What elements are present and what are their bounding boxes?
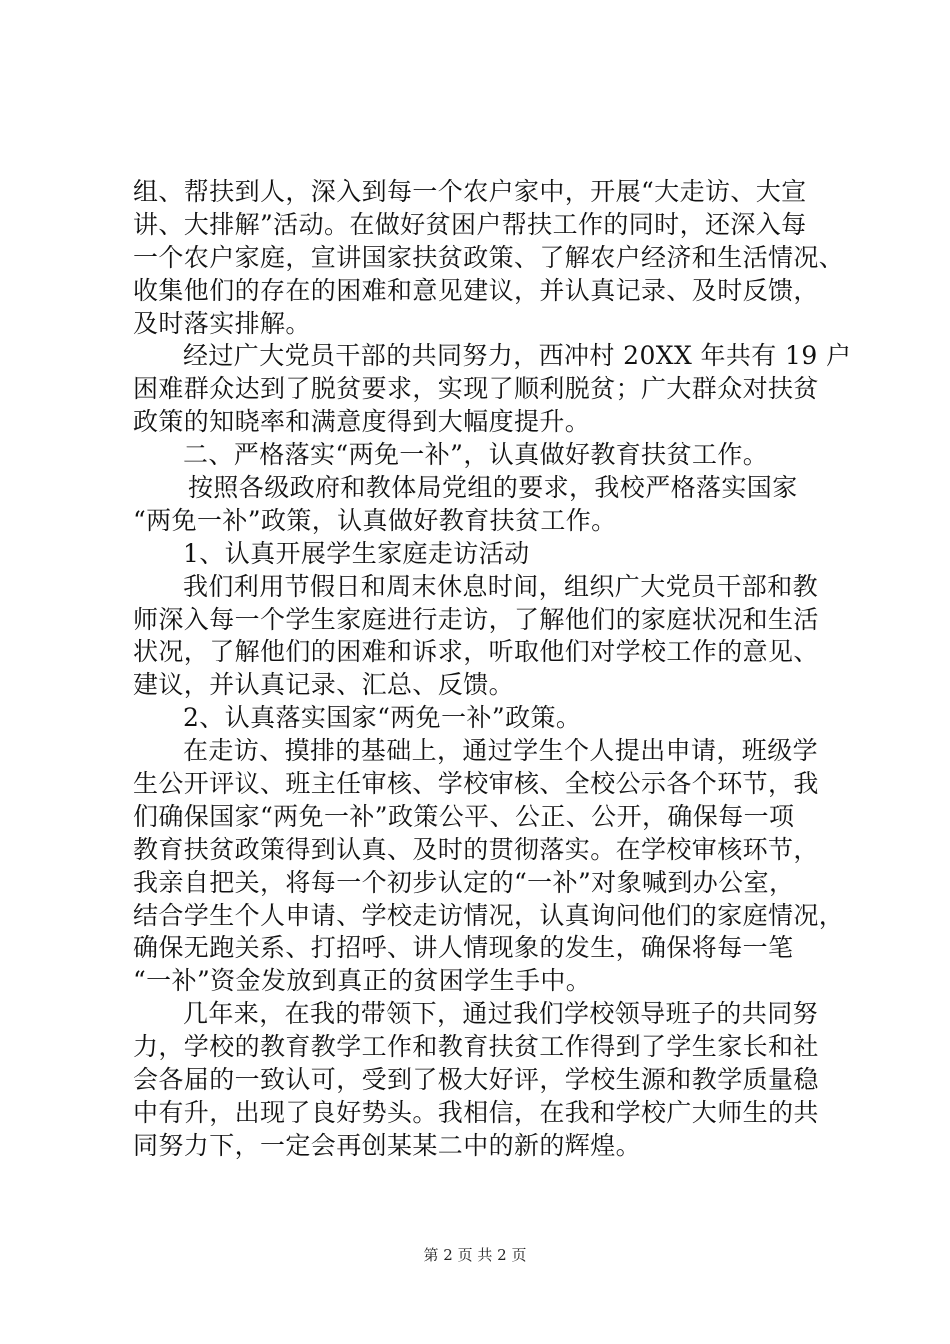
- document-body: [133, 176, 852, 1163]
- text-line: 组、帮扶到人，深入到每一个农户家中，开展“大走访、大宣: [133, 177, 807, 206]
- text-line: “一补”资金发放到真正的贫困学生手中。: [133, 966, 592, 996]
- text-line: 建议，并认真记录、汇总、反馈。: [133, 670, 515, 700]
- text-line: 讲、大排解”活动。在做好贫困户帮扶工作的同时，还深入每: [133, 209, 807, 239]
- text-line: 结合学生个人申请、学校走访情况，认真询问他们的家庭情况，: [133, 900, 845, 930]
- text-line: 确保无跑关系、打招呼、讲人情现象的发生，确保将每一笔: [133, 933, 794, 963]
- text-line: 状况，了解他们的困难和诉求，听取他们对学校工作的意见、: [133, 637, 819, 667]
- text-line: 困难群众达到了脱贫要求，实现了顺利脱贫；广大群众对扶贫: [133, 374, 819, 404]
- paragraph-start-line: 几年来，在我的带领下，通过我们学校领导班子的共同努: [183, 999, 819, 1029]
- paragraph-start-line: 在走访、摸排的基础上，通过学生个人提出申请，班级学: [183, 736, 819, 766]
- text-line: 一个农户家庭，宣讲国家扶贫政策、了解农户经济和生活情况、: [133, 242, 845, 272]
- paragraph-start-line: 我们利用节假日和周末休息时间，组织广大党员干部和教: [183, 571, 819, 601]
- text-line: 们确保国家“两免一补”政策公平、公正、公开，确保每一项: [133, 801, 795, 831]
- text-line: 中有升，出现了良好势头。我相信，在我和学校广大师生的共: [133, 1097, 819, 1127]
- text-line: 生公开评议、班主任审核、学校审核、全校公示各个环节，我: [133, 769, 819, 799]
- text-line: “两免一补”政策，认真做好教育扶贫工作。: [133, 505, 617, 535]
- paragraph-start-line: 经过广大党员干部的共同努力，西冲村 20XX 年共有 19 户: [183, 341, 852, 371]
- page-footer: 第 2 页 共 2 页: [423, 1246, 527, 1264]
- text-line: 会各届的一致认可，受到了极大好评，学校生源和教学质量稳: [133, 1065, 819, 1095]
- subsection-heading: 2、认真落实国家“两免一补”政策。: [183, 703, 582, 733]
- text-line: 教育扶贫政策得到认真、及时的贯彻落实。在学校审核环节，: [133, 834, 819, 864]
- paragraph-start-line: 按照各级政府和教体局党组的要求，我校严格落实国家: [188, 473, 798, 503]
- text-line: 同努力下，一定会再创某某二中的新的辉煌。: [133, 1130, 642, 1160]
- text-line: 及时落实排解。: [133, 308, 311, 338]
- text-line: 收集他们的存在的困难和意见建议，并认真记录、及时反馈，: [133, 275, 819, 305]
- text-line: 我亲自把关，将每一个初步认定的“一补”对象喊到办公室，: [133, 867, 795, 897]
- section-heading: 二、严格落实“两免一补”，认真做好教育扶贫工作。: [183, 440, 769, 470]
- text-line: 师深入每一个学生家庭进行走访，了解他们的家庭状况和生活: [133, 604, 819, 634]
- text-line: 政策的知晓率和满意度得到大幅度提升。: [133, 407, 591, 437]
- subsection-heading: 1、认真开展学生家庭走访活动: [183, 538, 530, 568]
- text-line: 力，学校的教育教学工作和教育扶贫工作得到了学生家长和社: [133, 1032, 819, 1062]
